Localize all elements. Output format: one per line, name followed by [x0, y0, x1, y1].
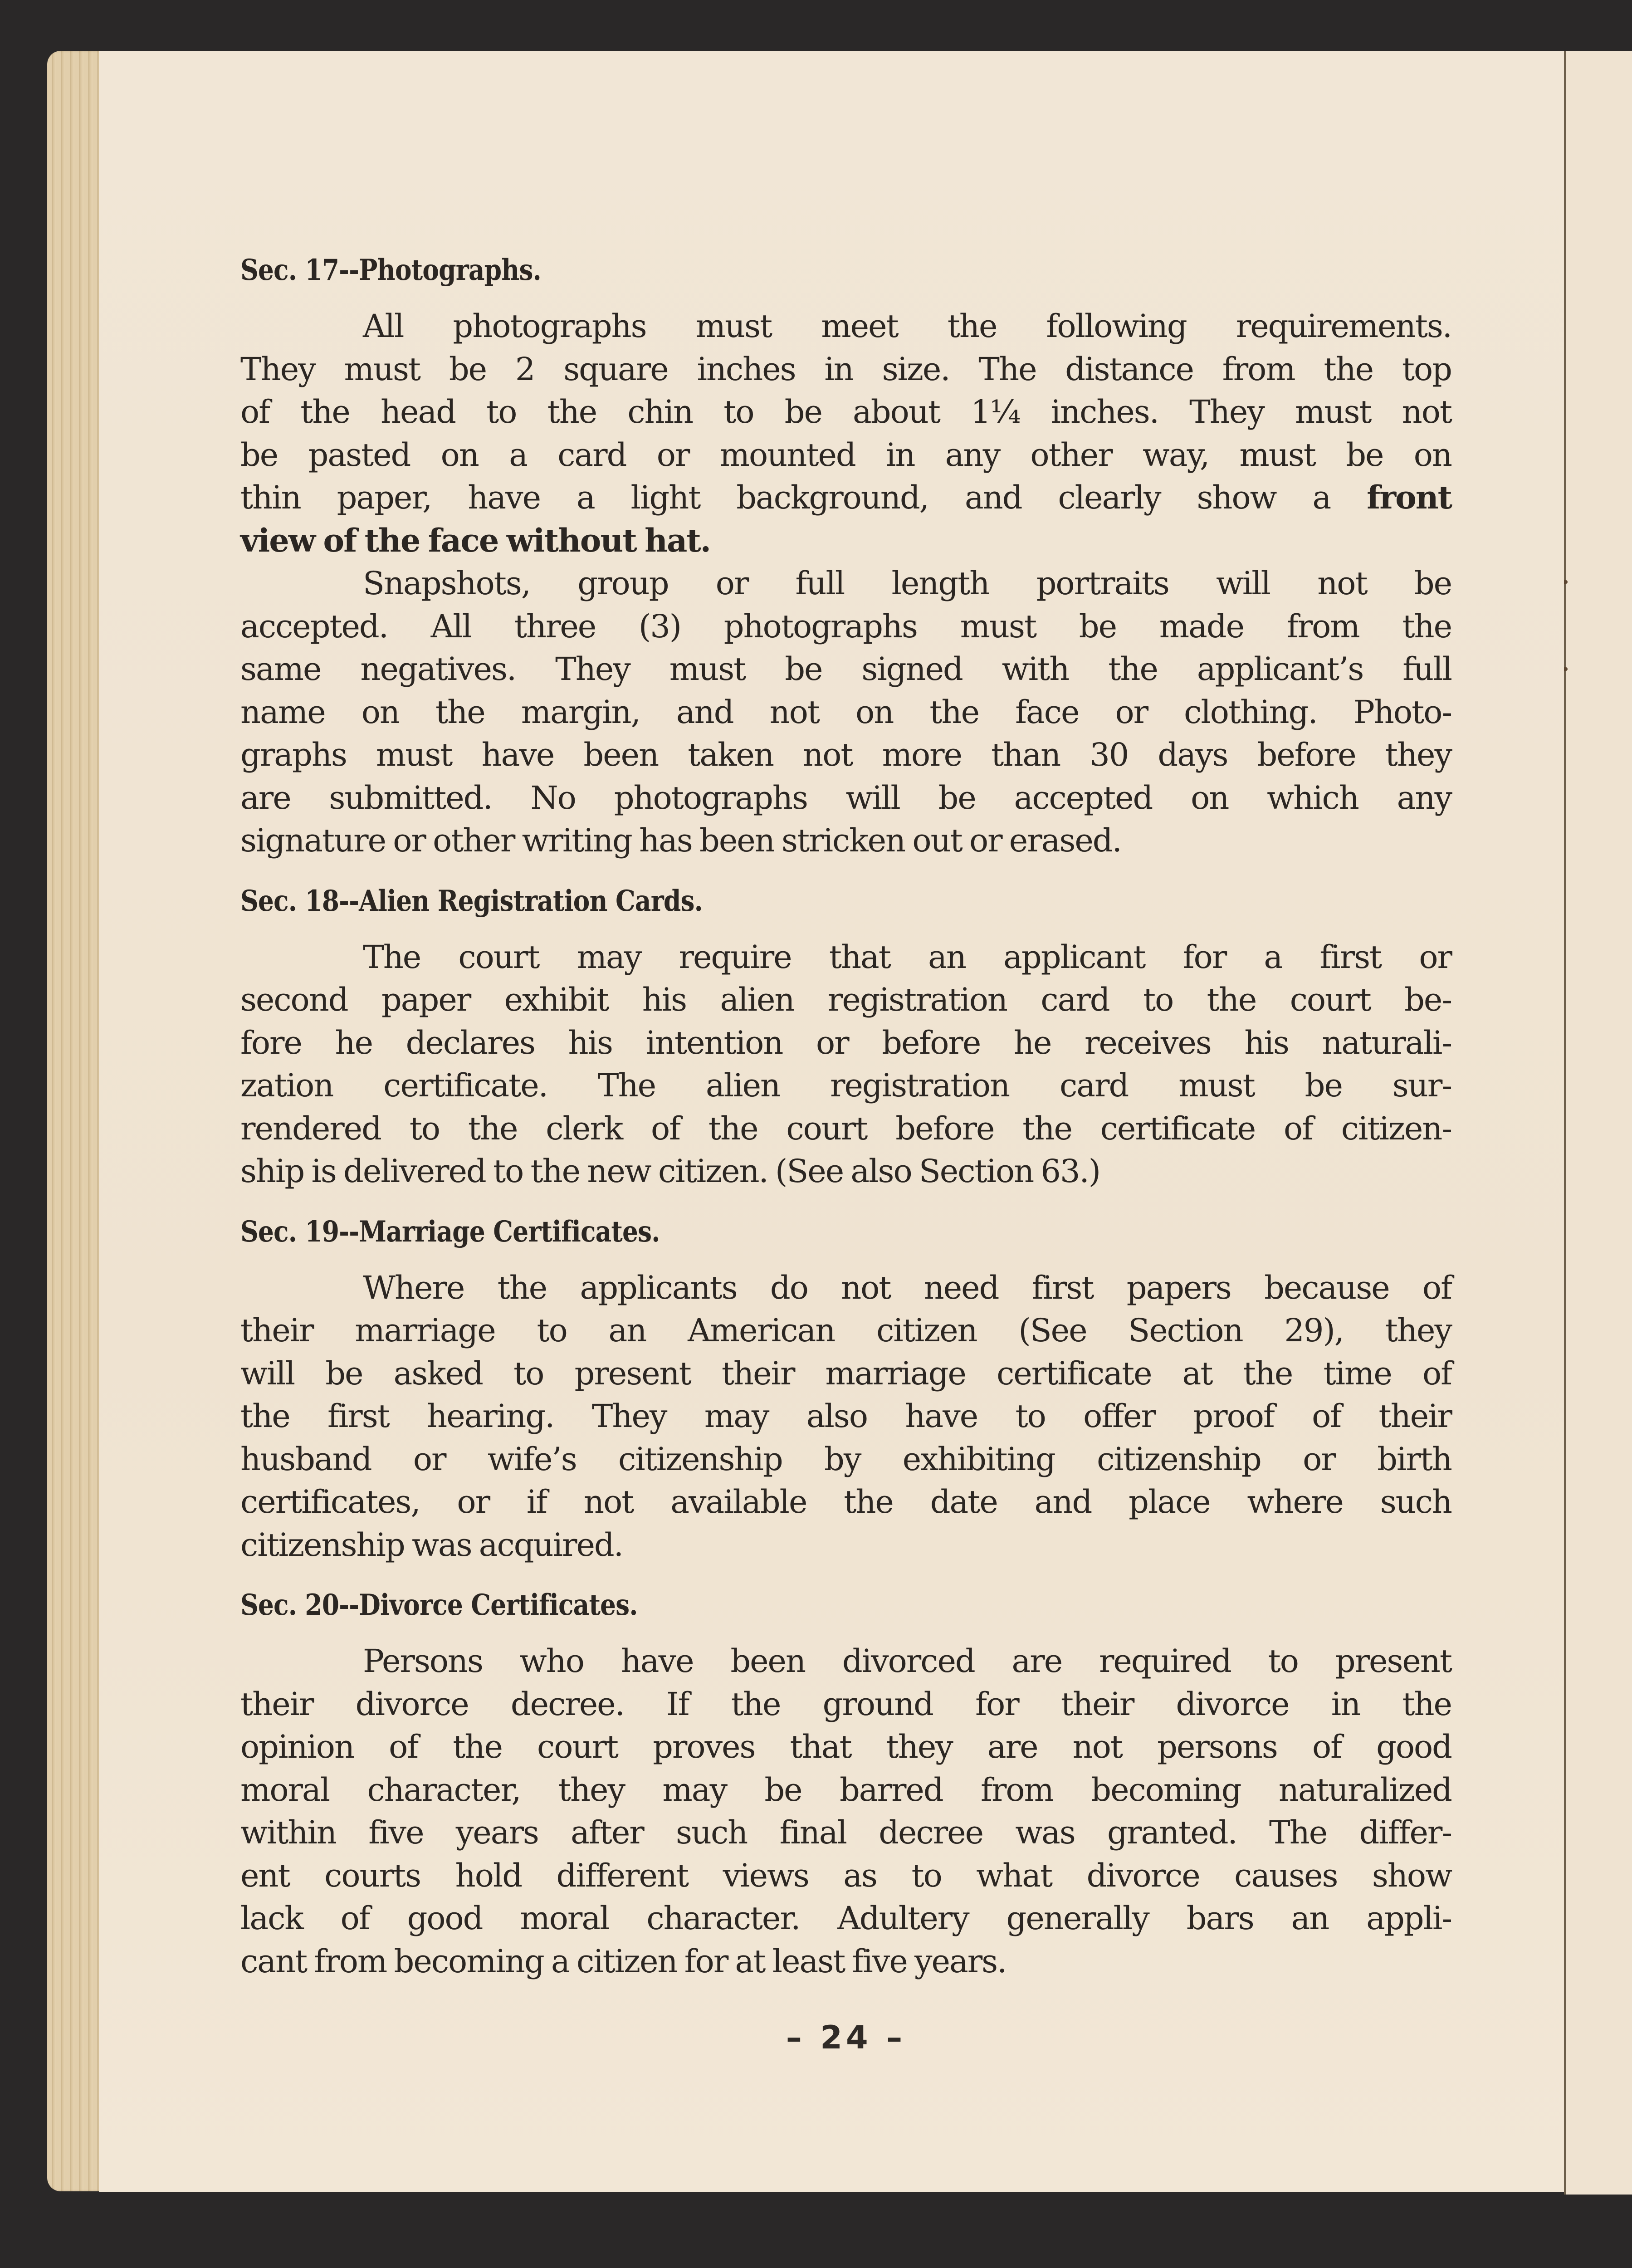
section-heading: Sec. 18--Alien Registration Cards. [240, 884, 703, 918]
text-line: are submitted. No photographs will be accepted on which any [240, 779, 1451, 816]
section-20-divorce-certificates [240, 1584, 1451, 1983]
text-line: The court may require that an applicant for a first or [363, 938, 1451, 976]
text-line: the first hearing. They may also have to offer proof of their [240, 1398, 1451, 1435]
section-17-photographs [240, 249, 1451, 862]
paragraph [240, 936, 1451, 1193]
page-content [240, 249, 1451, 2056]
section-19-marriage-certificates [240, 1211, 1451, 1567]
text-line: graphs must have been taken not more than 30 days before they [240, 736, 1451, 773]
text-line: lack of good moral character. Adultery generally bars an appli- [240, 1900, 1451, 1937]
text-line: ent courts hold different views as to what divorce causes show [240, 1857, 1451, 1894]
text-line: their marriage to an American citizen (See Section 29), they [240, 1312, 1451, 1349]
page-stack-edge [47, 51, 102, 2191]
text-line: husband or wife’s citizenship by exhibiting citizenship or birth [240, 1440, 1451, 1478]
text-line: They must be 2 square inches in size. The distance from the top [240, 350, 1451, 388]
text-line: citizenship was acquired. [240, 1526, 623, 1564]
text-line: Persons who have been divorced are required to present [363, 1642, 1451, 1680]
page-number: – 24 – [786, 2019, 906, 2056]
text-line: zation certificate. The alien registration card must be sur- [240, 1067, 1451, 1104]
text-line: view of the face without hat. [240, 521, 711, 559]
section-heading: Sec. 17--Photographs. [240, 253, 541, 287]
text-line: will be asked to present their marriage certificate at the time of [240, 1354, 1451, 1392]
text-line: their divorce decree. If the ground for their divorce in the [240, 1685, 1451, 1723]
section-18-alien-registration-cards [240, 880, 1451, 1193]
paragraph [240, 1640, 1451, 1983]
text-line: All photographs must meet the following requirements. [363, 308, 1451, 345]
section-heading: Sec. 19--Marriage Certificates. [240, 1214, 660, 1249]
text-line: fore he declares his intention or before he receives his naturali- [240, 1024, 1451, 1061]
paragraph [240, 562, 1451, 862]
text-line: opinion of the court proves that they are not persons of good [240, 1728, 1451, 1765]
facing-page-edge [1564, 51, 1632, 2195]
emphasis-text: front [1367, 479, 1451, 516]
text-line: name on the margin, and not on the face or clothing. Photo- [240, 693, 1451, 731]
paragraph [240, 305, 1451, 562]
text-line: ship is delivered to the new citizen. (See also Section 63.) [240, 1153, 1100, 1190]
text-line: be pasted on a card or mounted in any other way, must be on [240, 436, 1451, 474]
text-line: Snapshots, group or full length portraits will not be [363, 565, 1451, 602]
text-line: second paper exhibit his alien registration card to the court be- [240, 981, 1451, 1018]
text-line: cant from becoming a citizen for at least five years. [240, 1942, 1007, 1980]
text-line: within five years after such final decree was granted. The differ- [240, 1814, 1451, 1851]
text-line: same negatives. They must be signed with the applicant’s full [240, 650, 1451, 688]
text-line: rendered to the clerk of the court before the certificate of citizen- [240, 1110, 1451, 1147]
text-line: certificates, or if not available the date and place where such [240, 1483, 1451, 1520]
text-line: of the head to the chin to be about 1¼ inches. They must not [240, 393, 1451, 430]
text-line: Where the applicants do not need first papers because of [363, 1269, 1451, 1306]
text-fragment: thin paper, have a light background, and clearly show a [240, 479, 1367, 516]
text-line [240, 476, 1451, 519]
text-line: signature or other writing has been stricken out or erased. [240, 822, 1121, 859]
book-page [99, 51, 1564, 2192]
section-heading: Sec. 20--Divorce Certificates. [240, 1588, 638, 1622]
paragraph [240, 1266, 1451, 1567]
text-line: moral character, they may be barred from becoming naturalized [240, 1771, 1451, 1809]
text-line: accepted. All three (3) photographs must be made from the [240, 607, 1451, 645]
